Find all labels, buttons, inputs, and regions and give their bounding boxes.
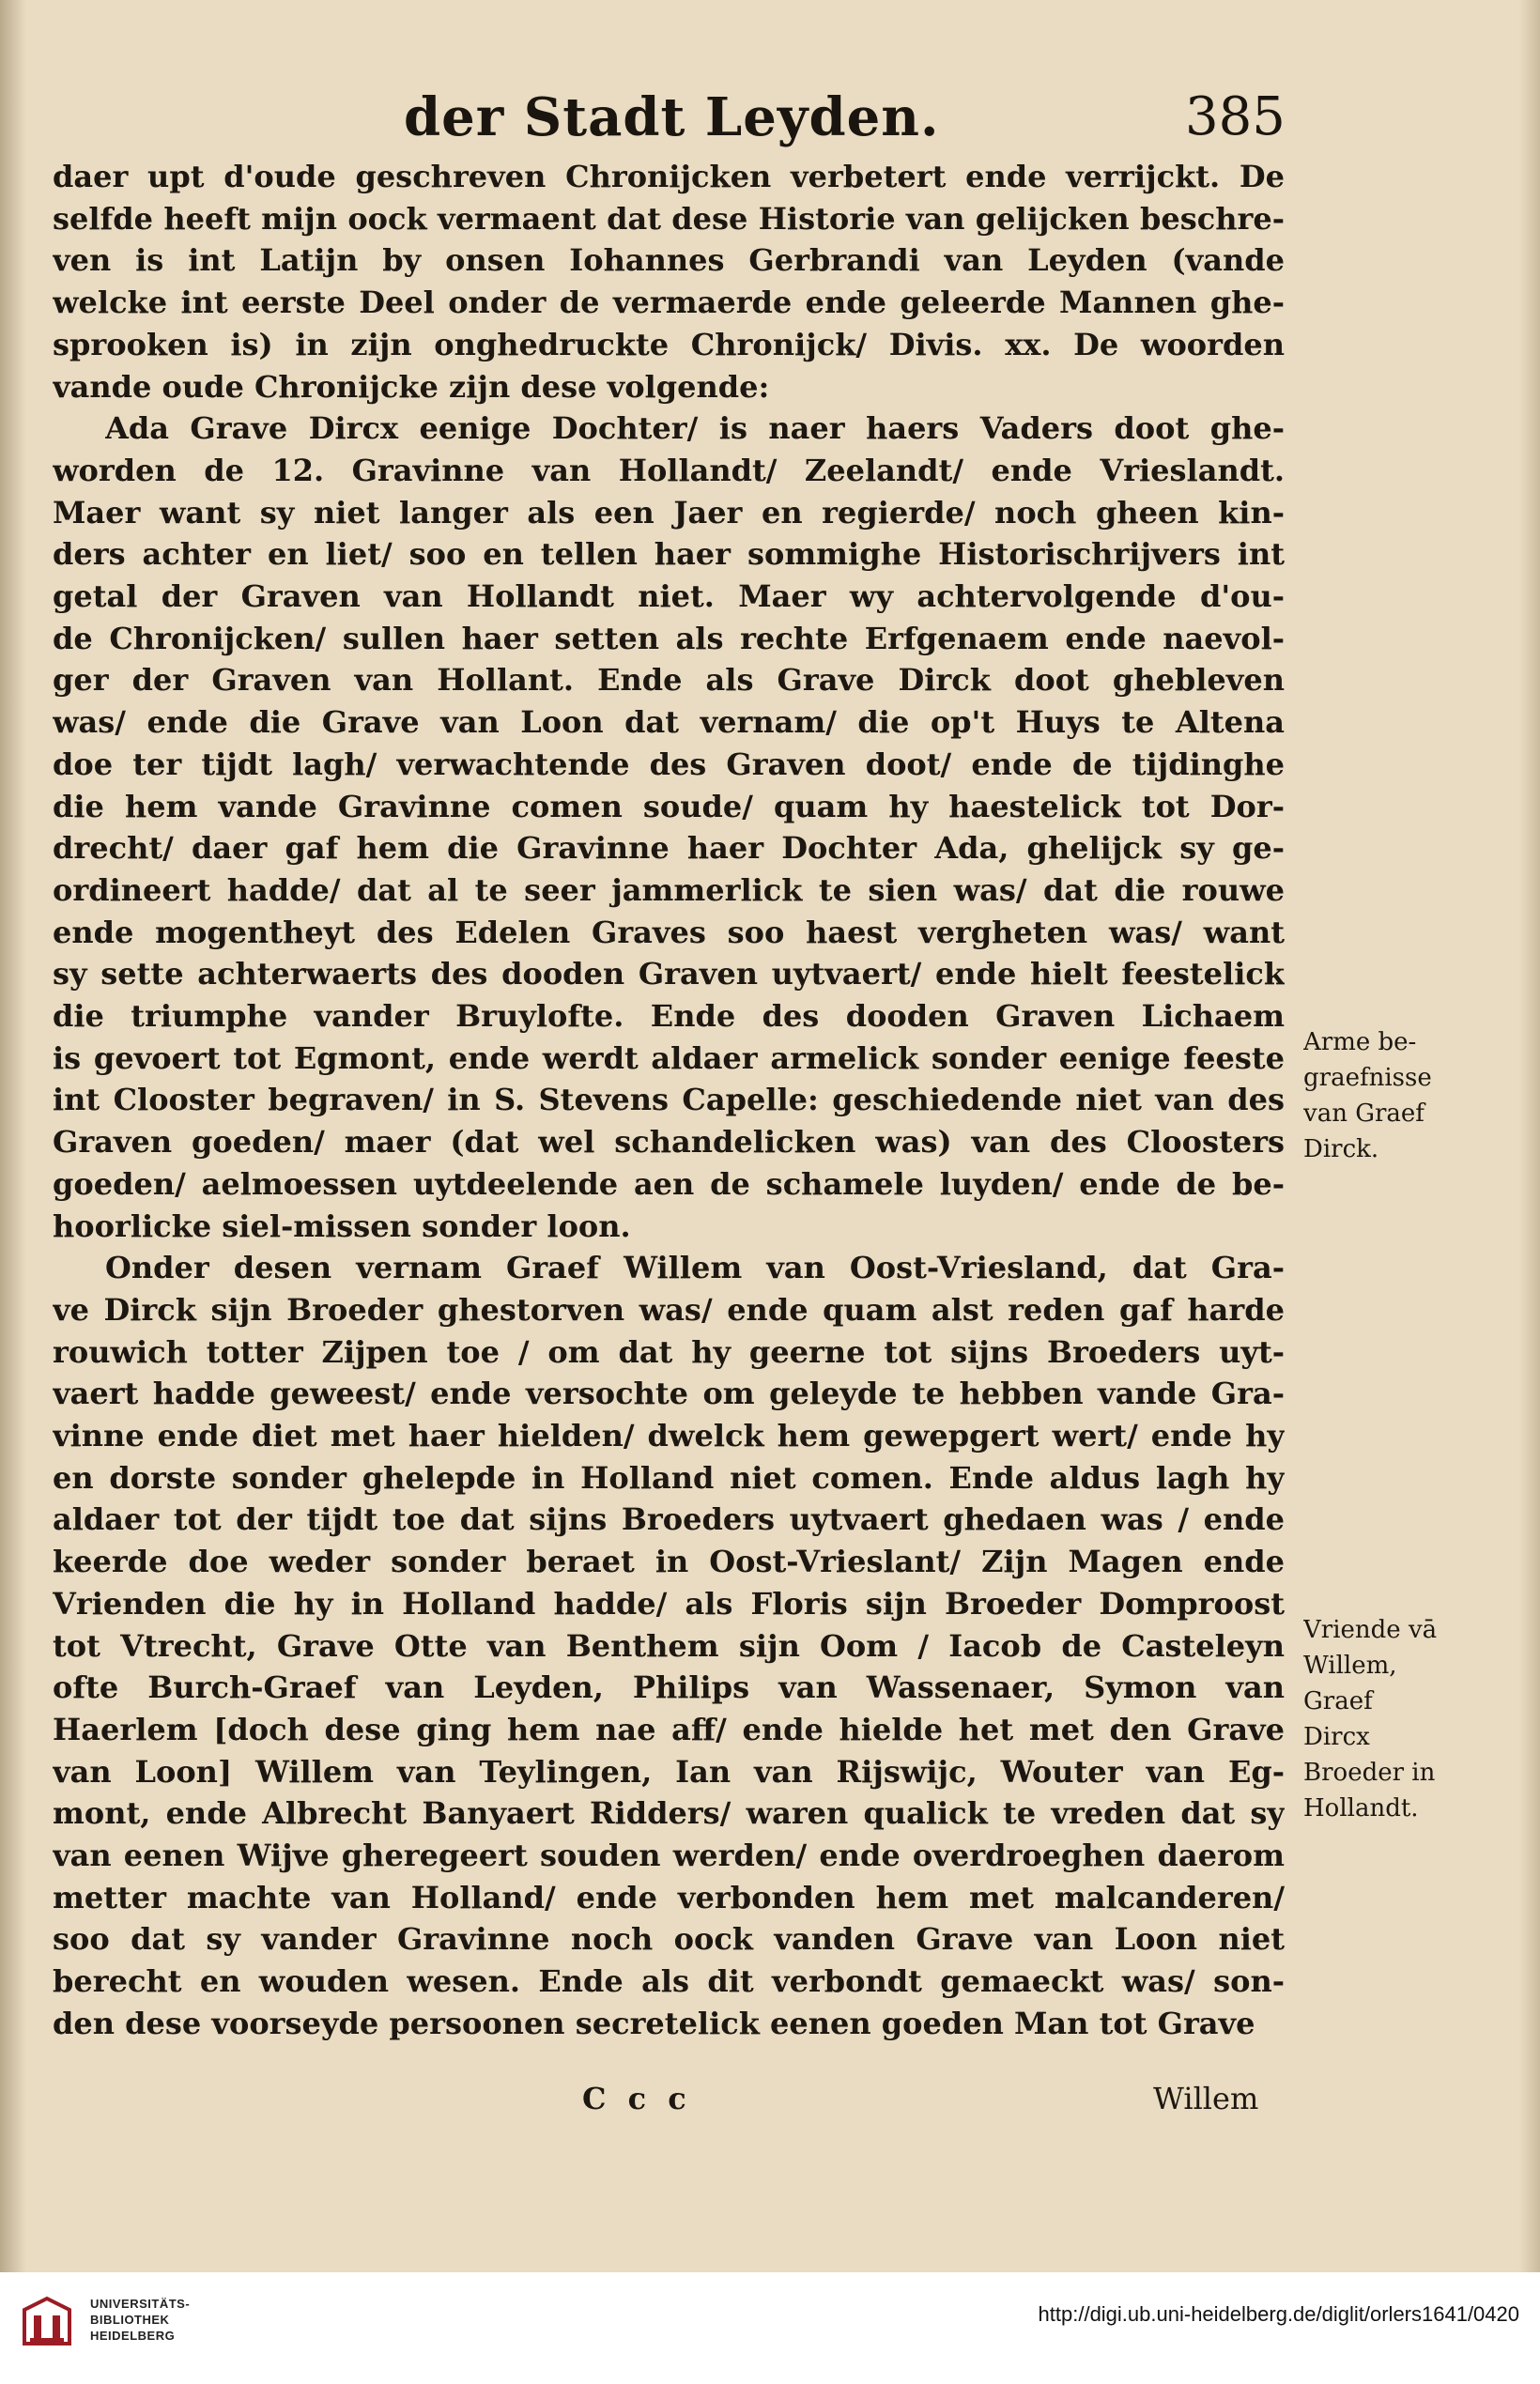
text-line: ende mogentheyt des Edelen Graves soo haest vergheten was/ want (53, 915, 1285, 950)
margin-note-line: Dirck. (1303, 1135, 1379, 1163)
library-name-line: UNIVERSITÄTS- (90, 2297, 191, 2311)
text-line: Maer want sy niet langer als een Jaer en regierde/ noch gheen kin- (53, 495, 1285, 531)
text-line: int Clooster begraven/ in S. Stevens Capelle: geschiedende niet van des (53, 1082, 1285, 1117)
text-line: metter machte van Holland/ ende verbonden hem met malcanderen/ (53, 1880, 1285, 1915)
text-line: ven is int Latijn by onsen Iohannes Gerbrandi van Leyden (vande (53, 242, 1285, 278)
text-line: aldaer tot der tijdt toe dat sijns Broeders uytvaert ghedaen was / ende (53, 1501, 1285, 1537)
text-line: Onder desen vernam Graef Willem van Oost-Vriesland, dat Gra- (105, 1250, 1285, 1285)
text-line: is gevoert tot Egmont, ende werdt aldaer armelick sonder eenige feeste (53, 1040, 1285, 1076)
margin-note-line: Willem, (1303, 1652, 1397, 1680)
text-line: en dorste sonder ghelepde in Holland niet comen. Ende aldus lagh hy (53, 1460, 1285, 1496)
text-line: drecht/ daer gaf hem die Gravinne haer Dochter Ada, ghelijck sy ge- (53, 830, 1285, 866)
library-logo-icon (17, 2291, 77, 2351)
text-line: sy sette achterwaerts des dooden Graven uytvaert/ ende hielt feestelick (53, 956, 1285, 992)
text-line: ger der Graven van Hollant. Ende als Grave Dirck doot ghebleven (53, 662, 1285, 698)
text-line: Graven goeden/ maer (dat wel schandelicken was) van des Cloosters (53, 1124, 1285, 1160)
text-line: soo dat sy vander Gravinne noch oock vanden Grave van Loon niet (53, 1921, 1285, 1957)
margin-note-line: Arme be- (1303, 1028, 1417, 1056)
text-line: goeden/ aelmoessen uytdeelende aen de schamele luyden/ ende de be- (53, 1166, 1285, 1202)
text-line: vaert hadde geweest/ ende versochte om geleyde te hebben vande Gra- (53, 1376, 1285, 1411)
text-line: vinne ende diet met haer hielden/ dwelck hem gewepgert wert/ ende hy (53, 1418, 1285, 1453)
catchword: Willem (1153, 2081, 1259, 2116)
library-name-line: HEIDELBERG (90, 2329, 176, 2343)
text-line: selfde heeft mijn oock vermaent dat dese Historie van gelijcken beschre- (53, 201, 1285, 237)
text-line: hoorlicke siel-missen sonder loon. (53, 1208, 631, 1244)
text-line: van eenen Wijve gheregeert souden werden/ ende overdroeghen daerom (53, 1838, 1285, 1873)
text-line: die triumphe vander Bruylofte. Ende des dooden Graven Lichaem (53, 998, 1285, 1034)
margin-note-line: van Graef (1303, 1100, 1424, 1128)
text-line: vande oude Chronijcke zijn dese volgende: (53, 369, 770, 405)
margin-note-line: graefnisse (1303, 1064, 1432, 1092)
text-line: Haerlem [doch dese ging hem nae aff/ ende hielde het met den Grave (53, 1712, 1285, 1747)
text-line: de Chronijcken/ sullen haer setten als rechte Erfgenaem ende naevol- (53, 621, 1285, 656)
margin-note-line: Vriende vā (1303, 1616, 1438, 1644)
margin-note-line: Broeder in (1303, 1759, 1436, 1787)
text-line: tot Vtrecht, Grave Otte van Benthem sijn Oom / Iacob de Casteleyn (53, 1628, 1285, 1664)
library-name-line: BIBLIOTHEK (90, 2313, 170, 2327)
text-line: getal der Graven van Hollandt niet. Maer wy achtervolgende d'ou- (53, 578, 1285, 614)
permalink-url[interactable]: http://digi.ub.uni-heidelberg.de/diglit/orlers1641/0420 (1038, 2302, 1519, 2326)
text-line: sprooken is) in zijn onghedruckte Chronijck/ Divis. xx. De woorden (53, 327, 1285, 362)
text-line: van Loon] Willem van Teylingen, Ian van Rijswijc, Wouter van Eg- (53, 1754, 1285, 1790)
text-line: daer upt d'oude geschreven Chronijcken verbetert ende verrijckt. De (53, 159, 1285, 194)
text-line: was/ ende die Grave van Loon dat vernam/ die op't Huys te Altena (53, 704, 1285, 740)
text-line: keerde doe weder sonder beraet in Oost-Vrieslant/ Zijn Magen ende (53, 1544, 1285, 1579)
text-line: ordineert hadde/ dat al te seer jammerlick te sien was/ dat die rouwe (53, 872, 1285, 908)
text-line: mont, ende Albrecht Banyaert Ridders/ waren qualick te vreden dat sy (53, 1795, 1285, 1831)
margin-note-line: Graef (1303, 1687, 1373, 1715)
text-line: welcke int eerste Deel onder de vermaerde ende geleerde Mannen ghe- (53, 285, 1285, 320)
margin-note-line: Hollandt. (1303, 1794, 1419, 1823)
text-line: den dese voorseyde persoonen secretelick eenen goeden Man tot Grave (53, 2006, 1255, 2041)
text-line: berecht en wouden wesen. Ende als dit verbondt gemaeckt was/ son- (53, 1963, 1285, 1999)
text-line: rouwich totter Zijpen toe / om dat hy geerne tot sijns Broeders uyt- (53, 1334, 1285, 1370)
text-line: Vrienden die hy in Holland hadde/ als Floris sijn Broeder Domproost (53, 1586, 1285, 1622)
page-gutter-shadow (0, 0, 26, 2272)
page-edge-shadow (1519, 0, 1540, 2272)
text-line: die hem vande Gravinne comen soude/ quam hy haestelick tot Dor- (53, 789, 1285, 824)
text-line: worden de 12. Gravinne van Hollandt/ Zeelandt/ ende Vrieslandt. (53, 453, 1285, 488)
text-line: Ada Grave Dircx eenige Dochter/ is naer haers Vaders doot ghe- (105, 410, 1285, 446)
text-line: ofte Burch-Graef van Leyden, Philips van Wassenaer, Symon van (53, 1669, 1285, 1705)
page-number: 385 (1185, 86, 1286, 147)
running-head: der Stadt Leyden. (404, 86, 940, 148)
text-line: doe ter tijdt lagh/ verwachtende des Graven doot/ ende de tijdinghe (53, 746, 1285, 782)
text-line: ders achter en liet/ soo en tellen haer sommighe Historischrijvers int (53, 536, 1285, 572)
margin-note-line: Dircx (1303, 1723, 1370, 1751)
signature-mark: C c c (582, 2081, 692, 2116)
text-line: ve Dirck sijn Broeder ghestorven was/ ende quam alst reden gaf harde (53, 1292, 1285, 1328)
